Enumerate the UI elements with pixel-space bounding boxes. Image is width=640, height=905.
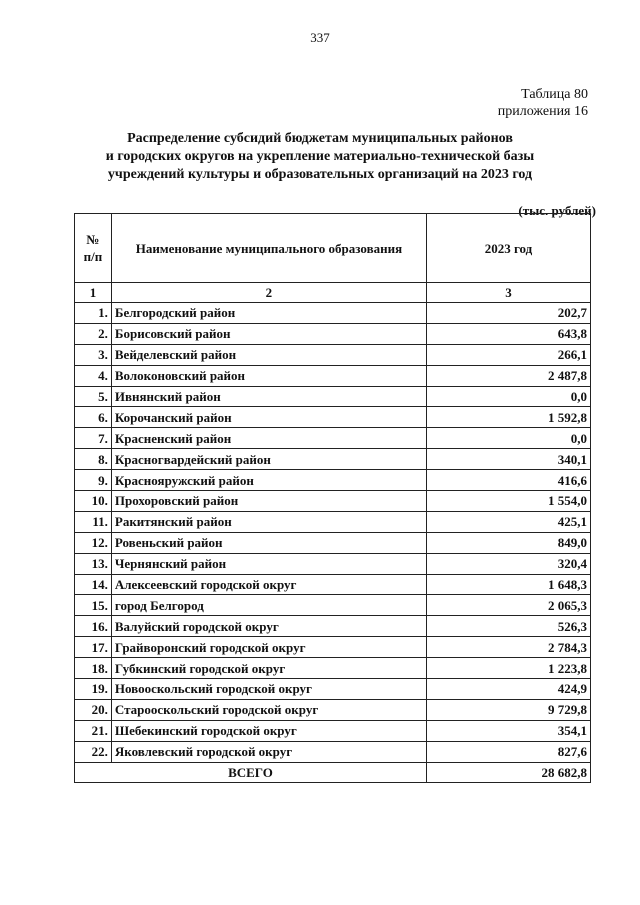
column-number-1: 1 — [75, 283, 112, 303]
municipality-name: Валуйский городской округ — [111, 616, 426, 637]
table-header-row — [75, 214, 591, 283]
title-line2: и городских округов на укрепление материально-технической базы — [105, 149, 535, 164]
column-number-2: 2 — [111, 283, 426, 303]
municipality-name: Грайворонский городской округ — [111, 637, 426, 658]
municipality-name: Шебекинский городской округ — [111, 720, 426, 741]
municipality-name: Борисовский район — [111, 323, 426, 344]
row-number: 15. — [75, 595, 112, 616]
table-row — [75, 303, 591, 324]
row-number: 11. — [75, 511, 112, 532]
row-number: 8. — [75, 449, 112, 470]
row-number: 18. — [75, 658, 112, 679]
row-number: 21. — [75, 720, 112, 741]
subsidy-value: 0,0 — [426, 428, 590, 449]
row-number: 5. — [75, 386, 112, 407]
municipality-name: Волоконовский район — [111, 365, 426, 386]
municipality-name: Корочанский район — [111, 407, 426, 428]
subsidy-value: 849,0 — [426, 532, 590, 553]
subsidy-value: 2 487,8 — [426, 365, 590, 386]
header-year: 2023 год — [426, 214, 590, 283]
municipality-name: Чернянский район — [111, 553, 426, 574]
row-number: 17. — [75, 637, 112, 658]
municipality-name: город Белгород — [111, 595, 426, 616]
row-number: 12. — [75, 532, 112, 553]
subsidy-value: 2 065,3 — [426, 595, 590, 616]
municipality-name: Прохоровский район — [111, 491, 426, 512]
subsidy-value: 526,3 — [426, 616, 590, 637]
municipality-name: Старооскольский городской округ — [111, 699, 426, 720]
row-number: 22. — [75, 741, 112, 762]
table-row — [75, 323, 591, 344]
municipality-name: Ивнянский район — [111, 386, 426, 407]
subsidy-value: 1 223,8 — [426, 658, 590, 679]
units-note: (тыс. рублей) — [518, 203, 596, 218]
table-ref-line2: приложения 16 — [497, 104, 588, 119]
header-municipality: Наименование муниципального образования — [111, 214, 426, 283]
table-row — [75, 637, 591, 658]
municipality-name: Вейделевский район — [111, 344, 426, 365]
row-number: 4. — [75, 365, 112, 386]
table-row — [75, 344, 591, 365]
subsidy-value: 320,4 — [426, 553, 590, 574]
row-number: 1. — [75, 303, 112, 324]
municipality-name: Алексеевский городской округ — [111, 574, 426, 595]
subsidy-value: 827,6 — [426, 741, 590, 762]
page-number: 337 — [310, 30, 330, 45]
subsidy-value: 1 648,3 — [426, 574, 590, 595]
table-row — [75, 699, 591, 720]
subsidy-value: 202,7 — [426, 303, 590, 324]
row-number: 13. — [75, 553, 112, 574]
subsidy-value: 266,1 — [426, 344, 590, 365]
table-row — [75, 658, 591, 679]
municipality-name: Новооскольский городской округ — [111, 679, 426, 700]
table-row — [75, 449, 591, 470]
municipality-name: Ровеньский район — [111, 532, 426, 553]
municipality-name: Ракитянский район — [111, 511, 426, 532]
column-number-3: 3 — [426, 283, 590, 303]
table-row — [75, 616, 591, 637]
table-row — [75, 386, 591, 407]
row-number: 19. — [75, 679, 112, 700]
row-number: 10. — [75, 491, 112, 512]
table-row — [75, 365, 591, 386]
row-number: 9. — [75, 470, 112, 491]
total-row — [75, 762, 591, 783]
row-number: 14. — [75, 574, 112, 595]
municipality-name: Красненский район — [111, 428, 426, 449]
subsidy-value: 0,0 — [426, 386, 590, 407]
municipality-name: Краснояружский район — [111, 470, 426, 491]
subsidy-value: 425,1 — [426, 511, 590, 532]
table-reference — [498, 86, 588, 120]
title-line1: Распределение субсидий бюджетам муниципальных районов — [127, 131, 513, 146]
municipality-name: Губкинский городской округ — [111, 658, 426, 679]
municipality-name: Белгородский район — [111, 303, 426, 324]
municipality-name: Яковлевский городской округ — [111, 741, 426, 762]
header-number: № п/п — [75, 214, 112, 283]
subsidy-table — [74, 213, 591, 783]
row-number: 16. — [75, 616, 112, 637]
title-line3: учреждений культуры и образовательных организаций на 2023 год — [107, 167, 533, 182]
subsidy-value: 340,1 — [426, 449, 590, 470]
row-number: 3. — [75, 344, 112, 365]
table-row — [75, 511, 591, 532]
table-ref-line1: Таблица 80 — [521, 87, 588, 102]
table-row — [75, 491, 591, 512]
subsidy-value: 643,8 — [426, 323, 590, 344]
table-row — [75, 679, 591, 700]
row-number: 7. — [75, 428, 112, 449]
table-row — [75, 595, 591, 616]
municipality-name: Красногвардейский район — [111, 449, 426, 470]
table-row — [75, 428, 591, 449]
table-row — [75, 741, 591, 762]
subsidy-value: 2 784,3 — [426, 637, 590, 658]
table-row — [75, 553, 591, 574]
row-number: 2. — [75, 323, 112, 344]
subsidy-value: 1 592,8 — [426, 407, 590, 428]
table-row — [75, 407, 591, 428]
table-row — [75, 470, 591, 491]
table-body — [75, 303, 591, 763]
table-row — [75, 532, 591, 553]
subsidy-value: 9 729,8 — [426, 699, 590, 720]
row-number: 6. — [75, 407, 112, 428]
table-row — [75, 574, 591, 595]
total-label: ВСЕГО — [75, 762, 427, 783]
document-title — [70, 130, 570, 184]
subsidy-value: 354,1 — [426, 720, 590, 741]
subsidy-value: 424,9 — [426, 679, 590, 700]
column-number-row — [75, 283, 591, 303]
subsidy-value: 1 554,0 — [426, 491, 590, 512]
total-value: 28 682,8 — [426, 762, 590, 783]
subsidy-value: 416,6 — [426, 470, 590, 491]
table-row — [75, 720, 591, 741]
row-number: 20. — [75, 699, 112, 720]
